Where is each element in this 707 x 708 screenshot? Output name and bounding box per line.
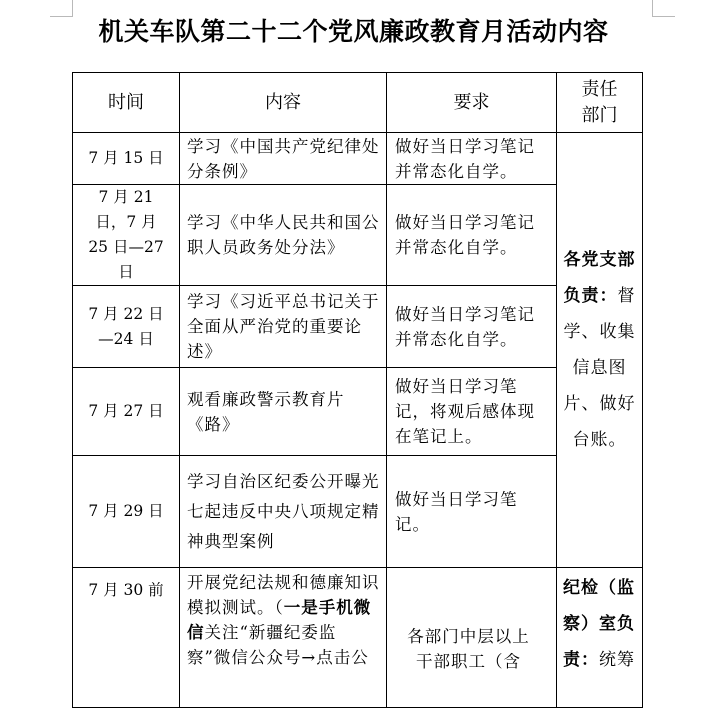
header-department (557, 73, 643, 133)
row-time: 7 月 21 日，7 月 25 日—27 日 (73, 185, 180, 286)
row-content: 学习《中国共产党纪律处分条例》 (180, 133, 387, 185)
dept-responsible-text: 督学、收集信息图片、做好台账。 (563, 286, 636, 450)
row-content-text-2: 关注“新疆纪委监察”微信公众号→点击公 (187, 623, 369, 667)
row-content: 学习自治区纪委公开曝光七起违反中央八项规定精神典型案例 (180, 456, 387, 568)
row-time: 7 月 15 日 (73, 133, 180, 185)
header-requirement: 要求 (387, 73, 557, 133)
row-content-text-1: 开展党纪法规和德廉知识模拟测试。（ (187, 573, 380, 617)
row-requirement-line-1: 各部门中层以上 (407, 627, 530, 646)
header-time: 时间 (73, 73, 180, 133)
dept-responsible-bold: 各党支部负责： (563, 250, 636, 306)
row-time: 7 月 30 前 (73, 568, 180, 708)
dept-discipline-text: 统筹 (599, 650, 635, 670)
row-content (180, 568, 387, 708)
department-cell-party-branch (557, 133, 643, 568)
row-time: 7 月 29 日 (73, 456, 180, 568)
row-requirement: 做好当日学习笔记并常态化自学。 (387, 185, 557, 286)
row-requirement: 做好当日学习笔记。 (387, 456, 557, 568)
row-requirement-line-2: 干部职工（含 (416, 652, 521, 671)
header-content: 内容 (180, 73, 387, 133)
row-content: 学习《习近平总书记关于全面从严治党的重要论述》 (180, 286, 387, 368)
dept-discipline-bold: 纪检（监察）室负责： (563, 578, 635, 670)
table-header-row (73, 73, 643, 133)
table-row (73, 133, 643, 185)
row-time: 7 月 22 日—24 日 (73, 286, 180, 368)
row-content-bold: 一是手机微信 (187, 598, 372, 642)
department-cell-discipline (557, 568, 643, 708)
row-requirement: 做好当日学习笔记并常态化自学。 (387, 133, 557, 185)
row-content: 学习《中华人民共和国公职人员政务处分法》 (180, 185, 387, 286)
row-time: 7 月 27 日 (73, 368, 180, 456)
header-department-text: 责任部门 (581, 78, 618, 126)
table-row (73, 568, 643, 708)
row-requirement: 做好当日学习笔记并常态化自学。 (387, 286, 557, 368)
row-requirement: 做好当日学习笔记，将观后感体现在笔记上。 (387, 368, 557, 456)
row-content: 观看廉政警示教育片《路》 (180, 368, 387, 456)
row-requirement (387, 568, 557, 708)
document-title: 机关车队第二十二个党风廉政教育月活动内容 (98, 17, 609, 46)
activity-table (72, 72, 643, 708)
